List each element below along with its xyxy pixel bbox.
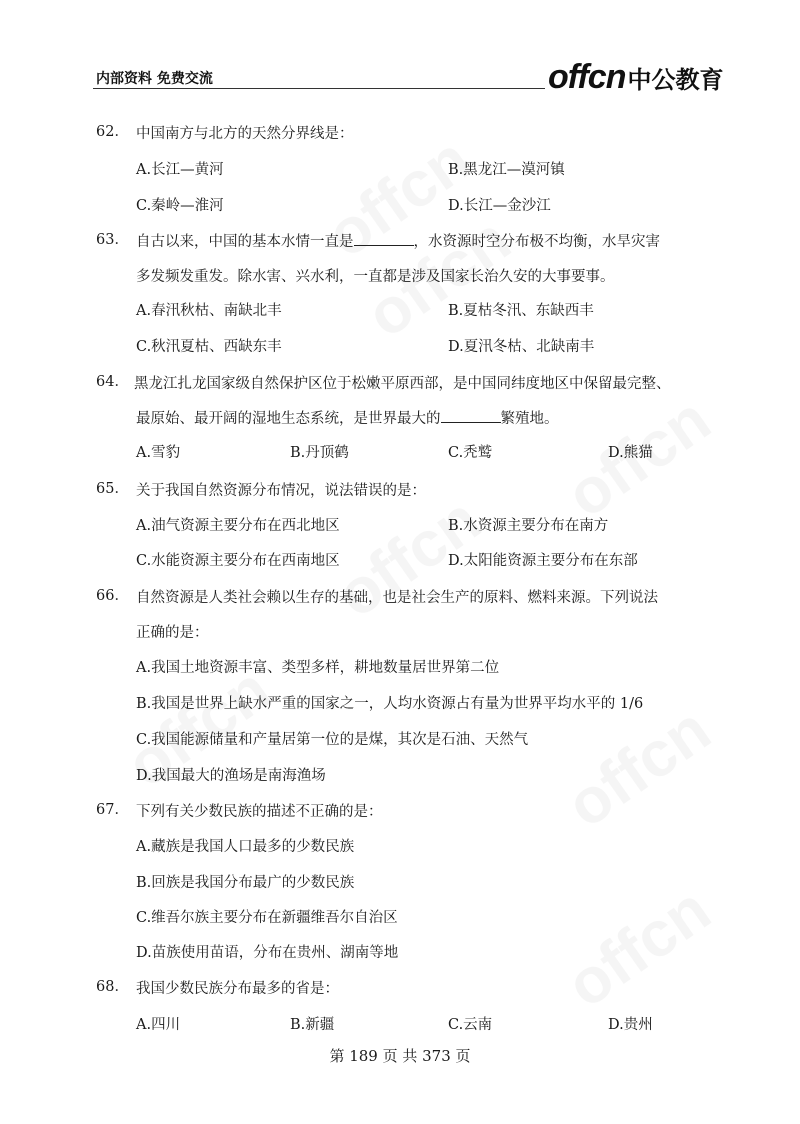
question-64-option-c: C.秃鹫: [448, 445, 493, 461]
question-67-option-b: B.回族是我国分布最广的少数民族: [136, 875, 355, 891]
answer-blank: [441, 408, 501, 423]
question-64-option-d: D.熊猫: [608, 445, 653, 461]
question-63-option-c: C.秋汛夏枯、西缺东丰: [136, 339, 282, 355]
question-63-option-a: A.春汛秋枯、南缺北丰: [136, 303, 282, 319]
question-67-number: 67．: [96, 802, 129, 818]
question-67-option-a: A.藏族是我国人口最多的少数民族: [136, 839, 355, 855]
watermark: [553, 872, 724, 1022]
question-63-option-b: B.夏枯冬汛、东缺西丰: [448, 303, 594, 319]
question-63-stem-line2: 多发频发重发。除水害、兴水利，一直都是涉及国家长治久安的大事要事。: [136, 269, 615, 285]
question-65-option-b: B.水资源主要分布在南方: [448, 518, 609, 534]
question-68-option-a: A.四川: [136, 1017, 181, 1033]
question-65-option-c: C.水能资源主要分布在西南地区: [136, 553, 340, 569]
question-66-stem-line1: 自然资源是人类社会赖以生存的基础，也是社会生产的原料、燃料来源。下列说法: [136, 590, 658, 606]
question-62-option-d: D.长江—金沙江: [448, 198, 551, 214]
question-64-option-b: B.丹顶鹤: [290, 445, 349, 461]
question-66-number: 66．: [96, 588, 129, 604]
question-63-option-d: D.夏汛冬枯、北缺南丰: [448, 339, 595, 355]
question-62-stem: 中国南方与北方的天然分界线是：: [136, 126, 354, 142]
header-divider: [93, 88, 545, 89]
answer-blank: [354, 231, 414, 246]
question-63-number: 63．: [96, 232, 129, 248]
question-64-stem-line2: 最原始、最开阔的湿地生态系统，是世界最大的 繁殖地。: [136, 407, 559, 428]
question-65-option-d: D.太阳能资源主要分布在东部: [448, 553, 638, 569]
question-68-option-c: C.云南: [448, 1017, 493, 1033]
header-caption: 内部资料 免费交流: [96, 71, 213, 87]
page-number: 第 189 页 共 373 页: [329, 1047, 471, 1065]
question-64-stem-line1: 黑龙江扎龙国家级自然保护区位于松嫩平原西部，是中国同纬度地区中保留最完整、: [134, 376, 671, 392]
question-68-option-d: D.贵州: [608, 1017, 653, 1033]
question-67-stem: 下列有关少数民族的描述不正确的是：: [136, 804, 383, 820]
question-65-number: 65．: [96, 481, 129, 497]
question-63-stem-line1: 自古以来，中国的基本水情一直是 ，水资源时空分布极不均衡，水旱灾害: [136, 230, 660, 251]
offcn-logo: [548, 58, 723, 97]
question-64-option-a: A.雪豹: [136, 445, 181, 461]
question-67-option-c: C.维吾尔族主要分布在新疆维吾尔自治区: [136, 910, 398, 926]
question-62-option-c: C.秦岭—淮河: [136, 198, 224, 214]
question-67-option-d: D.苗族使用苗语，分布在贵州、湖南等地: [136, 945, 399, 961]
question-68-option-b: B.新疆: [290, 1017, 335, 1033]
question-66-option-b: B.我国是世界上缺水严重的国家之一，人均水资源占有量为世界平均水平的 1/6: [136, 696, 644, 712]
question-62-option-a: A.长江—黄河: [136, 162, 224, 178]
question-65-option-a: A.油气资源主要分布在西北地区: [136, 518, 340, 534]
question-66-option-c: C.我国能源储量和产量居第一位的是煤，其次是石油、天然气: [136, 732, 529, 748]
question-65-stem: 关于我国自然资源分布情况，说法错误的是：: [136, 483, 426, 499]
question-66-option-d: D.我国最大的渔场是南海渔场: [136, 768, 326, 784]
question-62-option-b: B.黑龙江—漠河镇: [448, 162, 565, 178]
question-66-option-a: A.我国土地资源丰富、类型多样，耕地数量居世界第二位: [136, 660, 500, 676]
logo-chinese: 中公教育: [627, 66, 724, 94]
watermark: [553, 692, 724, 842]
logo-latin: offcn: [548, 58, 626, 96]
question-64-number: 64．: [96, 374, 129, 390]
question-68-number: 68．: [96, 979, 129, 995]
question-66-stem-line2: 正确的是：: [136, 625, 209, 641]
question-68-stem: 我国少数民族分布最多的省是：: [136, 981, 339, 997]
question-62-number: 62．: [96, 124, 129, 140]
